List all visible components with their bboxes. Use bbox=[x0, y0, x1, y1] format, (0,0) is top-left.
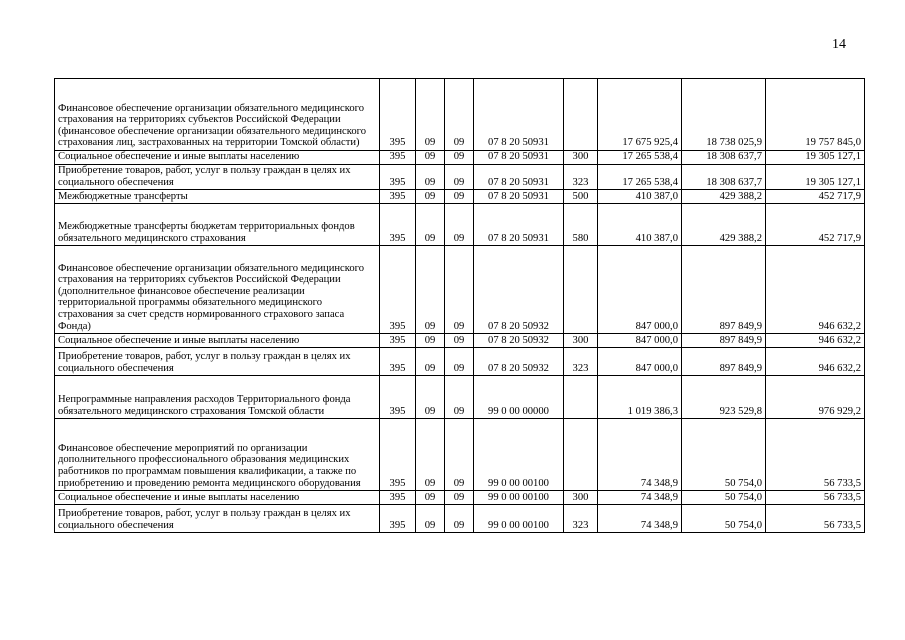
section-code: 09 bbox=[416, 190, 445, 204]
expense-type-code bbox=[564, 376, 598, 419]
table-row bbox=[55, 204, 865, 246]
target-article-code: 07 8 20 50932 bbox=[474, 334, 564, 348]
item-name: Социальное обеспечение и иные выплаты населению bbox=[55, 334, 380, 348]
expense-type-code: 500 bbox=[564, 190, 598, 204]
amount-year-3: 56 733,5 bbox=[766, 491, 865, 505]
subsection-code: 09 bbox=[445, 204, 474, 246]
table-row bbox=[55, 376, 865, 419]
amount-year-3: 452 717,9 bbox=[766, 204, 865, 246]
amount-year-1: 847 000,0 bbox=[598, 348, 682, 376]
amount-year-2: 18 738 025,9 bbox=[682, 79, 766, 151]
subsection-code: 09 bbox=[445, 491, 474, 505]
amount-year-3: 56 733,5 bbox=[766, 419, 865, 491]
table-row bbox=[55, 505, 865, 533]
amount-year-2: 18 308 637,7 bbox=[682, 165, 766, 190]
item-name: Финансовое обеспечение организации обязательного медицинского страхования на территориях субъектов Российской Федерации (финансовое обеспечение организации обязательного медицинского страхования лиц, застрахованных на территории Томской области) bbox=[55, 79, 380, 151]
target-article-code: 99 0 00 00100 bbox=[474, 491, 564, 505]
target-article-code: 99 0 00 00100 bbox=[474, 505, 564, 533]
item-name: Социальное обеспечение и иные выплаты населению bbox=[55, 491, 380, 505]
amount-year-1: 847 000,0 bbox=[598, 246, 682, 334]
subsection-code: 09 bbox=[445, 419, 474, 491]
ministry-code: 395 bbox=[380, 334, 416, 348]
section-code: 09 bbox=[416, 348, 445, 376]
amount-year-2: 50 754,0 bbox=[682, 419, 766, 491]
expense-type-code: 323 bbox=[564, 505, 598, 533]
item-name: Социальное обеспечение и иные выплаты населению bbox=[55, 151, 380, 165]
table-row bbox=[55, 348, 865, 376]
amount-year-2: 50 754,0 bbox=[682, 505, 766, 533]
table-row bbox=[55, 165, 865, 190]
section-code: 09 bbox=[416, 204, 445, 246]
expense-type-code: 300 bbox=[564, 334, 598, 348]
section-code: 09 bbox=[416, 419, 445, 491]
target-article-code: 07 8 20 50932 bbox=[474, 246, 564, 334]
section-code: 09 bbox=[416, 79, 445, 151]
table-body bbox=[55, 79, 865, 533]
ministry-code: 395 bbox=[380, 204, 416, 246]
section-code: 09 bbox=[416, 334, 445, 348]
section-code: 09 bbox=[416, 246, 445, 334]
amount-year-3: 946 632,2 bbox=[766, 348, 865, 376]
subsection-code: 09 bbox=[445, 246, 474, 334]
amount-year-3: 19 305 127,1 bbox=[766, 151, 865, 165]
amount-year-2: 897 849,9 bbox=[682, 334, 766, 348]
section-code: 09 bbox=[416, 491, 445, 505]
amount-year-2: 429 388,2 bbox=[682, 204, 766, 246]
table-row bbox=[55, 491, 865, 505]
item-name: Приобретение товаров, работ, услуг в пользу граждан в целях их социального обеспечения bbox=[55, 505, 380, 533]
expense-type-code: 300 bbox=[564, 151, 598, 165]
ministry-code: 395 bbox=[380, 165, 416, 190]
table-row bbox=[55, 151, 865, 165]
subsection-code: 09 bbox=[445, 151, 474, 165]
table-row bbox=[55, 419, 865, 491]
target-article-code: 07 8 20 50932 bbox=[474, 348, 564, 376]
amount-year-3: 946 632,2 bbox=[766, 246, 865, 334]
subsection-code: 09 bbox=[445, 79, 474, 151]
subsection-code: 09 bbox=[445, 348, 474, 376]
amount-year-1: 17 265 538,4 bbox=[598, 151, 682, 165]
section-code: 09 bbox=[416, 376, 445, 419]
expense-type-code bbox=[564, 419, 598, 491]
target-article-code: 99 0 00 00100 bbox=[474, 419, 564, 491]
item-name: Межбюджетные трансферты бюджетам территориальных фондов обязательного медицинского страхования bbox=[55, 204, 380, 246]
expense-type-code: 580 bbox=[564, 204, 598, 246]
amount-year-1: 74 348,9 bbox=[598, 505, 682, 533]
ministry-code: 395 bbox=[380, 151, 416, 165]
expense-type-code bbox=[564, 246, 598, 334]
target-article-code: 07 8 20 50931 bbox=[474, 204, 564, 246]
item-name: Финансовое обеспечение организации обязательного медицинского страхования на территориях субъектов Российской Федерации (дополнительное финансовое обеспечение реализации территориальной программы обязательного медицинского страхования за счет средств нормированного страхового запаса Фонда) bbox=[55, 246, 380, 334]
amount-year-1: 74 348,9 bbox=[598, 491, 682, 505]
ministry-code: 395 bbox=[380, 491, 416, 505]
amount-year-3: 976 929,2 bbox=[766, 376, 865, 419]
amount-year-3: 19 757 845,0 bbox=[766, 79, 865, 151]
subsection-code: 09 bbox=[445, 376, 474, 419]
amount-year-1: 410 387,0 bbox=[598, 190, 682, 204]
ministry-code: 395 bbox=[380, 246, 416, 334]
expense-type-code: 323 bbox=[564, 165, 598, 190]
section-code: 09 bbox=[416, 151, 445, 165]
amount-year-1: 847 000,0 bbox=[598, 334, 682, 348]
item-name: Финансовое обеспечение мероприятий по организации дополнительного профессионального образования медицинских работников по программам повышения квалификации, а также по приобретению и проведению ремонта медицинского оборудования bbox=[55, 419, 380, 491]
ministry-code: 395 bbox=[380, 505, 416, 533]
amount-year-1: 17 675 925,4 bbox=[598, 79, 682, 151]
subsection-code: 09 bbox=[445, 190, 474, 204]
amount-year-3: 19 305 127,1 bbox=[766, 165, 865, 190]
amount-year-2: 897 849,9 bbox=[682, 246, 766, 334]
expense-type-code: 323 bbox=[564, 348, 598, 376]
budget-table bbox=[54, 78, 865, 533]
expense-type-code: 300 bbox=[564, 491, 598, 505]
target-article-code: 99 0 00 00000 bbox=[474, 376, 564, 419]
table-row bbox=[55, 79, 865, 151]
amount-year-1: 410 387,0 bbox=[598, 204, 682, 246]
target-article-code: 07 8 20 50931 bbox=[474, 79, 564, 151]
item-name: Непрограммные направления расходов Территориального фонда обязательного медицинского страхования Томской области bbox=[55, 376, 380, 419]
amount-year-2: 923 529,8 bbox=[682, 376, 766, 419]
section-code: 09 bbox=[416, 505, 445, 533]
amount-year-3: 56 733,5 bbox=[766, 505, 865, 533]
subsection-code: 09 bbox=[445, 165, 474, 190]
amount-year-2: 429 388,2 bbox=[682, 190, 766, 204]
amount-year-3: 452 717,9 bbox=[766, 190, 865, 204]
ministry-code: 395 bbox=[380, 190, 416, 204]
table-row bbox=[55, 334, 865, 348]
target-article-code: 07 8 20 50931 bbox=[474, 151, 564, 165]
item-name: Приобретение товаров, работ, услуг в пользу граждан в целях их социального обеспечения bbox=[55, 348, 380, 376]
amount-year-2: 50 754,0 bbox=[682, 491, 766, 505]
subsection-code: 09 bbox=[445, 505, 474, 533]
ministry-code: 395 bbox=[380, 376, 416, 419]
table-row bbox=[55, 246, 865, 334]
section-code: 09 bbox=[416, 165, 445, 190]
target-article-code: 07 8 20 50931 bbox=[474, 165, 564, 190]
ministry-code: 395 bbox=[380, 348, 416, 376]
table-row bbox=[55, 190, 865, 204]
amount-year-1: 74 348,9 bbox=[598, 419, 682, 491]
item-name: Приобретение товаров, работ, услуг в пользу граждан в целях их социального обеспечения bbox=[55, 165, 380, 190]
target-article-code: 07 8 20 50931 bbox=[474, 190, 564, 204]
item-name: Межбюджетные трансферты bbox=[55, 190, 380, 204]
page-number: 14 bbox=[832, 37, 846, 52]
ministry-code: 395 bbox=[380, 79, 416, 151]
expense-type-code bbox=[564, 79, 598, 151]
subsection-code: 09 bbox=[445, 334, 474, 348]
ministry-code: 395 bbox=[380, 419, 416, 491]
amount-year-2: 18 308 637,7 bbox=[682, 151, 766, 165]
amount-year-1: 17 265 538,4 bbox=[598, 165, 682, 190]
amount-year-3: 946 632,2 bbox=[766, 334, 865, 348]
amount-year-2: 897 849,9 bbox=[682, 348, 766, 376]
amount-year-1: 1 019 386,3 bbox=[598, 376, 682, 419]
